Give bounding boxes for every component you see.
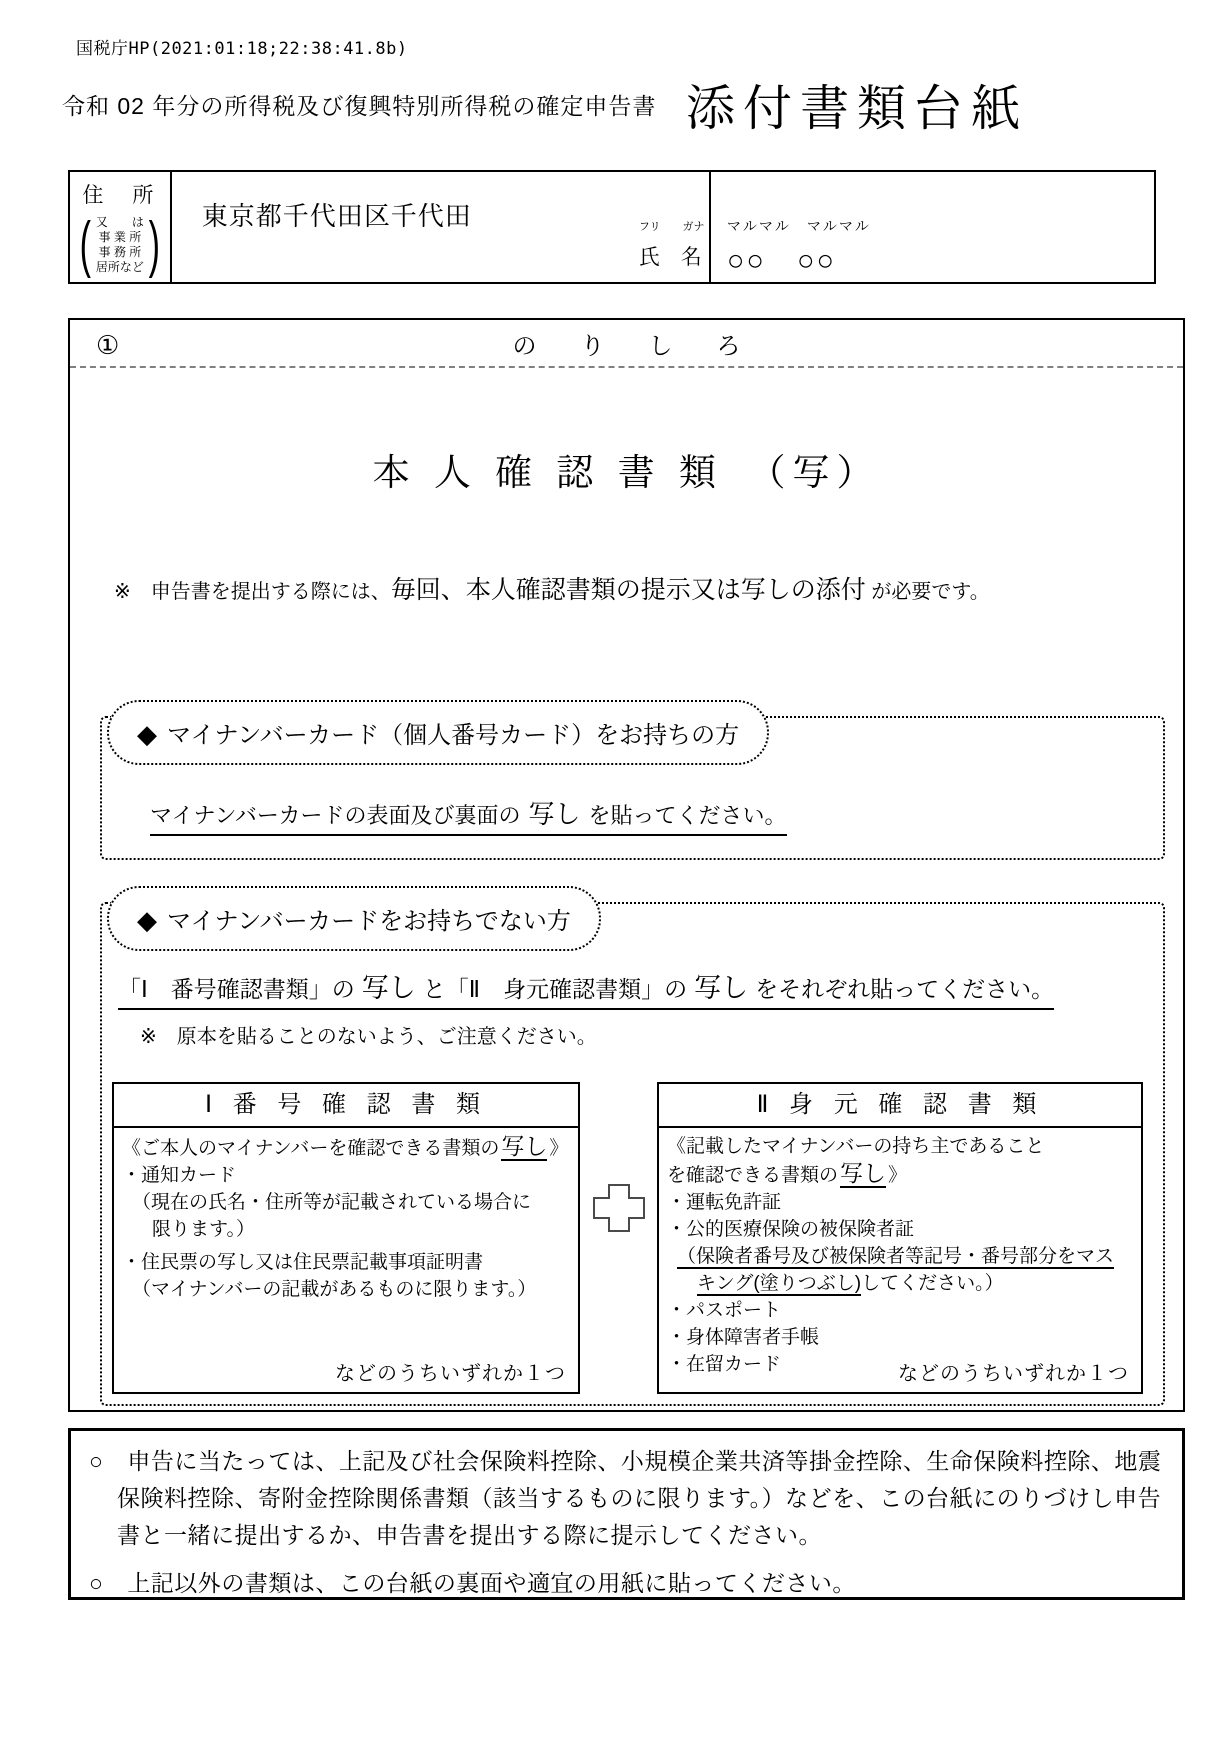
number-box-title: Ⅰ 番 号 確 認 書 類 xyxy=(114,1084,578,1128)
instruction-emphasis: 写し xyxy=(694,973,749,1003)
box-intro-text: 》 xyxy=(549,1138,569,1159)
box-footer: などのうちいずれか１つ xyxy=(335,1363,566,1385)
taxpayer-info-table xyxy=(68,170,1156,284)
section-have-mynumber-card xyxy=(100,716,1165,860)
box-intro xyxy=(667,1160,1135,1189)
box-intro-emphasis: 写し xyxy=(840,1160,887,1186)
plus-icon xyxy=(580,1082,657,1394)
address-alt-line: 居所など xyxy=(95,260,144,274)
instruction-text: 「Ⅰ 番号確認書類」の xyxy=(118,976,355,1002)
address-alt-line: 事 業 所 xyxy=(98,230,142,244)
section-heading-text: マイナンバーカード（個人番号カード）をお持ちの方 xyxy=(167,722,740,749)
list-item: ・運転免許証 xyxy=(667,1192,782,1213)
instruction-paragraph xyxy=(89,1443,1162,1554)
number-confirmation-box xyxy=(112,1082,580,1394)
list-item: ・身体障害者手帳 xyxy=(667,1327,820,1348)
furigana-value: マルマル マルマル xyxy=(726,218,871,234)
instruction-text: を貼ってください。 xyxy=(588,803,787,828)
address-alt-lines xyxy=(96,215,144,275)
underlined-instruction xyxy=(118,966,1054,1010)
list-item: ・在留カード xyxy=(667,1354,782,1375)
left-paren: ( xyxy=(79,210,92,279)
box-intro-text: 》 xyxy=(888,1165,908,1186)
masking-note-underlined: キング(塗りつぶし) xyxy=(697,1273,862,1294)
note-text-small: が必要です。 xyxy=(865,581,990,603)
list-item-note: （マイナンバーの記載があるものに限ります。） xyxy=(132,1279,537,1300)
box-footer: などのうちいずれか１つ xyxy=(898,1363,1129,1385)
number-box-body xyxy=(114,1128,578,1303)
instruction-emphasis: 写し xyxy=(528,799,581,829)
address-value: 東京都千代田区千代田 xyxy=(201,201,472,231)
list-item: ・パスポート xyxy=(667,1300,782,1321)
name-label-cell xyxy=(631,172,711,282)
section-no-card-heading xyxy=(107,886,601,951)
section-no-mynumber-card xyxy=(100,902,1165,1406)
list-item: ・住民票の写し又は住民票記載事項証明書 xyxy=(122,1252,484,1273)
instruction-paragraph xyxy=(89,1565,1162,1602)
identity-box-body xyxy=(659,1128,1141,1378)
instruction-text: と「Ⅱ 身元確認書類」の xyxy=(422,976,688,1002)
identity-confirmation-box xyxy=(657,1082,1143,1394)
submission-note xyxy=(114,570,990,606)
address-label-cell xyxy=(70,172,172,282)
circle-bullet: ○ xyxy=(89,1448,104,1474)
have-card-instruction xyxy=(150,794,787,836)
circle-bullet: ○ xyxy=(89,1570,104,1596)
furigana-label: フリ ガナ xyxy=(638,221,705,233)
note-text-emphasis: 毎回、本人確認書類の提示又は写しの添付 xyxy=(390,576,866,604)
box-intro: 《記載したマイナンバーの持ち主であること xyxy=(667,1136,1045,1157)
name-value-cell xyxy=(711,172,1154,282)
section-have-card-heading xyxy=(107,700,769,765)
note-text-small: 申告書を提出する際には、 xyxy=(150,581,391,603)
diamond-icon: ◆ xyxy=(137,719,157,749)
address-alt-line: 又 は xyxy=(95,215,144,229)
confirmation-boxes-row xyxy=(112,1082,1143,1394)
list-item-note xyxy=(667,1243,1135,1270)
box-intro-text: 《ご本人のマイナンバーを確認できる書類の xyxy=(122,1138,500,1159)
corner-number: ① xyxy=(96,330,120,360)
instruction-text: マイナンバーカードの表面及び裏面の xyxy=(150,803,521,828)
address-label-note xyxy=(75,209,164,281)
mount-area-box xyxy=(68,318,1185,1412)
list-item-note: 限ります。） xyxy=(152,1219,255,1240)
name-value: ○○ ○○ xyxy=(726,245,836,277)
name-label: 氏 名 xyxy=(638,246,702,269)
list-item-note: （現在の氏名・住所等が記載されている場合に xyxy=(132,1192,532,1213)
list-item: ・通知カード xyxy=(122,1165,237,1186)
source-note: 国税庁HP(2021:01:18;22:38:41.8b) xyxy=(76,39,408,59)
address-alt-line: 事 務 所 xyxy=(98,245,142,259)
list-item-note xyxy=(667,1270,1135,1297)
original-caution-note: ※ 原本を貼ることのないよう、ご注意ください。 xyxy=(140,1026,597,1048)
note-marker: ※ xyxy=(114,581,131,603)
box-intro-text: を確認できる書類の xyxy=(667,1165,839,1186)
identity-box-title: Ⅱ 身 元 確 認 書 類 xyxy=(659,1084,1141,1128)
diamond-icon: ◆ xyxy=(137,905,157,935)
underlined-instruction xyxy=(150,794,787,836)
instruction-text: をそれぞれ貼ってください。 xyxy=(755,976,1055,1002)
instruction-paragraph-text: 上記以外の書類は、この台紙の裏面や適宜の用紙に貼ってください。 xyxy=(127,1570,856,1596)
address-label: 住 所 xyxy=(82,184,158,207)
box-intro-emphasis: 写し xyxy=(501,1133,548,1159)
no-card-instruction xyxy=(118,966,1054,1010)
masking-note-text: してください。） xyxy=(861,1273,1004,1294)
glue-margin-label: の り し ろ xyxy=(512,332,751,360)
page-title: 添付書類台紙 xyxy=(686,82,1029,136)
submission-instructions-box xyxy=(68,1428,1185,1600)
instruction-emphasis: 写し xyxy=(361,973,416,1003)
masking-note-underlined: （保険者番号及び被保険者等記号・番号部分をマス xyxy=(677,1246,1115,1267)
form-subtitle: 令和 02 年分の所得税及び復興特別所得税の確定申告書 xyxy=(62,93,657,119)
document-title: 本 人 確 認 書 類 （写） xyxy=(372,452,881,493)
section-heading-text: マイナンバーカードをお持ちでない方 xyxy=(167,908,571,935)
glue-margin-row xyxy=(70,320,1183,368)
instruction-paragraph-text: 申告に当たっては、上記及び社会保険料控除、小規模企業共済等掛金控除、生命保険料控除、地震保険料控除、寄附金控除関係書類（該当するものに限ります。）などを、この台紙にのりづけし申告書と一緒に提出するか、申告書を提出する際に提示してください。 xyxy=(117,1448,1162,1548)
list-item: ・公的医療保険の被保険者証 xyxy=(667,1219,915,1240)
box-intro xyxy=(122,1133,572,1162)
right-paren: ) xyxy=(148,210,160,279)
